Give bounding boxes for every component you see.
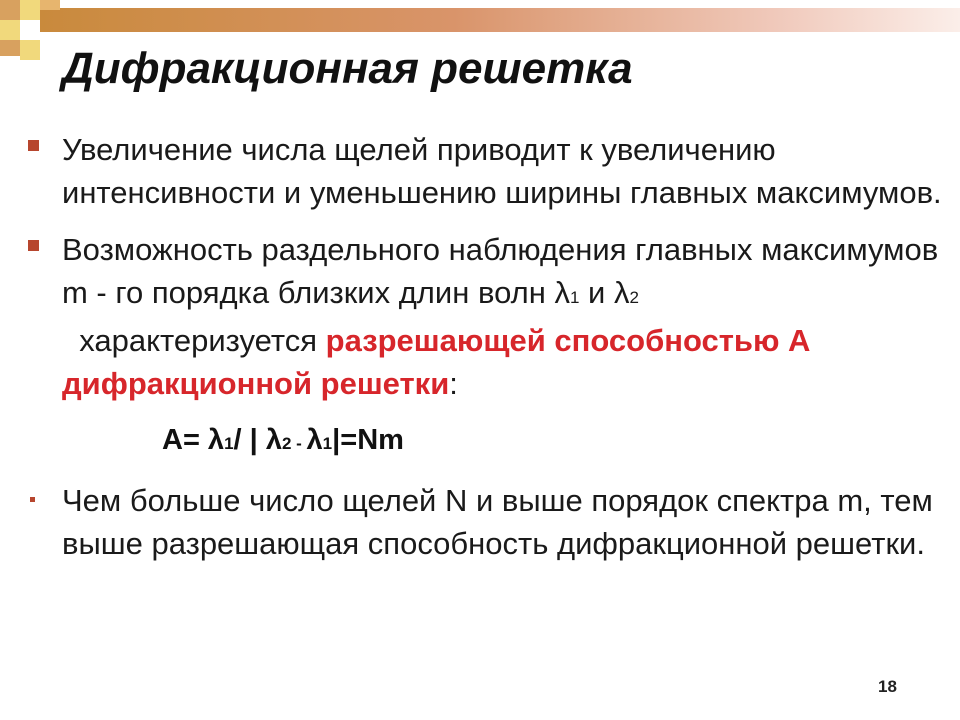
deco-square (20, 20, 40, 40)
formula-part: |=Nm (332, 424, 404, 456)
item-text: характеризуется (62, 323, 326, 358)
deco-square (0, 40, 20, 56)
square-bullet-icon (28, 240, 39, 251)
deco-square (20, 40, 40, 60)
formula-part: A= λ (162, 424, 225, 456)
formula-subscript: 1 (322, 434, 333, 453)
formula (22, 419, 942, 465)
item-text: Увеличение числа щелей приводит к увеличению интенсивности и уменьшению ширины главных максимумов. (62, 132, 942, 210)
small-bullet-icon (30, 497, 35, 502)
list-item (22, 479, 942, 565)
deco-square (0, 20, 20, 40)
highlighted-term: разрешающей способностью A дифракционной решетки (62, 323, 810, 401)
item-text: и λ (579, 275, 630, 310)
list-item (22, 228, 942, 405)
page-number: 18 (878, 677, 897, 696)
content-list (22, 128, 942, 579)
item-text: Чем больше число щелей N и выше порядок спектра m, тем выше разрешающая способность дифракционной решетки. (62, 483, 933, 561)
square-bullet-icon (28, 140, 39, 151)
deco-square (0, 0, 20, 20)
formula-part: / | λ (233, 424, 282, 456)
slide-title: Дифракционная решетка (62, 44, 633, 93)
deco-square (40, 0, 60, 10)
formula-part: λ (306, 424, 323, 456)
subscript: 2 (629, 288, 639, 307)
formula-subscript: 2 - (281, 434, 307, 453)
subscript: 1 (569, 288, 580, 307)
list-item (22, 128, 942, 214)
item-text: Возможность раздельного наблюдения главных максимумов m - го порядка близких длин волн λ (62, 232, 939, 310)
formula-subscript: 1 (224, 434, 234, 453)
item-text: : (449, 366, 458, 401)
top-decorative-bar (40, 8, 960, 32)
deco-square (20, 0, 40, 20)
